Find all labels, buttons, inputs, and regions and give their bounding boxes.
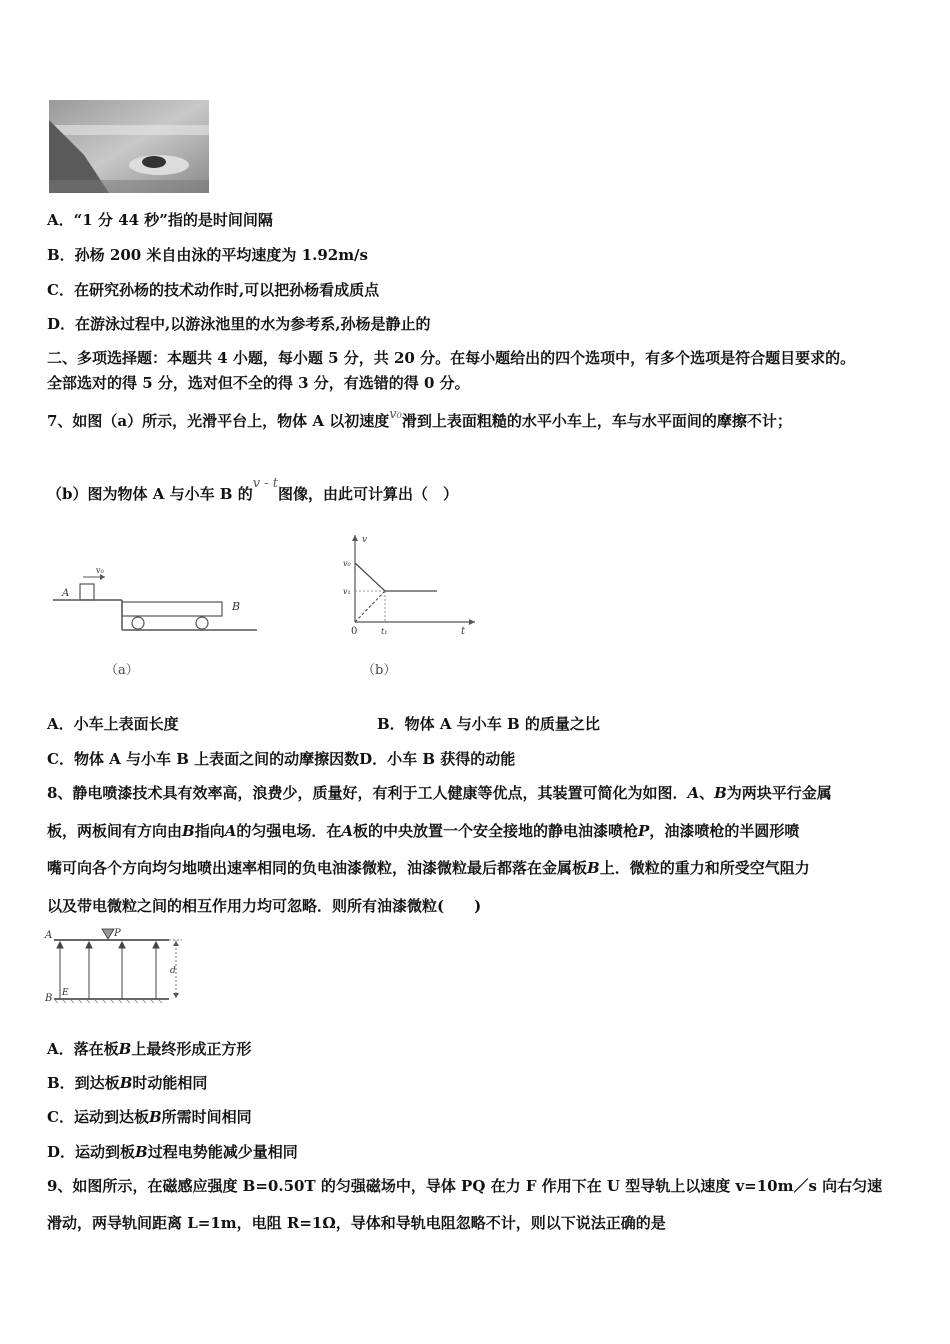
fig-a-B-label: B [232,600,241,613]
q8-fig-A: A [45,930,53,941]
q8-line1 [47,783,832,803]
q8-l2-mid1: 指向 [194,822,225,840]
v0-symbol: v₀ [389,407,402,422]
q9-line2: 滑动，两导轨间距离 L=1m，电阻 R=1Ω，导体和导轨电阻忽略不计，则以下说法正确的是 [47,1214,666,1232]
q7-line2-pre: （b）图为物体 A 与小车 B 的 [47,485,253,503]
q8-opt-a-post: 上最终形成正方形 [131,1040,252,1058]
q8-line2 [47,821,799,841]
q8-l2-mid3: 板的中央放置一个安全接地的静电油漆喷枪 [353,822,639,840]
q6-option-c: C．在研究孙杨的技术动作时,可以把孙杨看成质点 [47,281,380,299]
q8-option-a [47,1039,251,1059]
q8-l1-tail: 为两块平行金属 [726,784,832,802]
q6-option-d: D．在游泳过程中,以游泳池里的水为参考系,孙杨是静止的 [47,315,431,333]
q8-opt-b-var: B [119,1074,133,1092]
fig-b-v1-label: v₁ [343,587,351,596]
fig-a-caption: （a） [105,663,139,678]
q8-l1-B: B [714,784,727,802]
q8-figure [44,925,189,1010]
fig-b-axis-v: v [362,535,368,545]
q8-l2-A: A [224,822,237,840]
q7-line1-post: 滑到上表面粗糙的水平小车上，车与水平面间的摩擦不计； [401,412,792,430]
vt-symbol: v - t [252,476,278,491]
q8-line3 [47,858,810,878]
q8-l1-text: 8、静电喷漆技术具有效率高，浪费少，质量好，有利于工人健康等优点，其装置可简化为如图． [47,784,688,802]
q8-fig-B: B [45,993,53,1004]
fig-b-v0-label: v₀ [343,559,351,568]
q8-opt-d-pre: D．运动到板 [47,1143,136,1161]
q8-l2-pre: 板，两板间有方向由 [47,822,183,840]
swimmer-photo [49,100,209,193]
q8-opt-d-post: 过程电势能减少量相同 [147,1143,298,1161]
q8-opt-c-pre: C．运动到达板 [47,1108,149,1126]
q7-line1-pre: 7、如图（a）所示，光滑平台上，物体 A 以初速度 [47,412,390,430]
q8-l2-A2: A [341,822,354,840]
q8-option-d [47,1142,298,1162]
q8-fig-d: d [170,966,176,976]
q9-line1: 9、如图所示，在磁感应强度 B=0.50T 的匀强磁场中，导体 PQ 在力 F 作用下在 U 型导轨上以速度 v=10m／s 向右匀速 [47,1177,883,1195]
fig-b-origin: 0 [351,626,358,637]
q8-l3-pre: 嘴可向各个方向均匀地喷出速率相同的负电油漆微粒，油漆微粒最后都落在金属板 [47,859,588,877]
section2-line2: 全部选对的得 5 分，选对但不全的得 3 分，有选错的得 0 分。 [47,374,470,392]
fig-b-t1-label: t₁ [381,627,388,636]
fig-a-v0-label: v₀ [96,566,104,575]
q8-opt-b-post: 时动能相同 [132,1074,208,1092]
q8-opt-d-var: B [135,1143,148,1161]
q7-line2-post: 图像，由此可计算出（ ） [277,485,458,503]
q7-option-a: A．小车上表面长度 [47,715,179,733]
q7-figure-a [50,560,265,685]
q8-l2-B: B [182,822,195,840]
q8-line4: 以及带电微粒之间的相互作用力均可忽略．则所有油漆微粒( ) [47,897,482,915]
q7-line1 [47,407,792,433]
q8-opt-a-var: B [118,1040,132,1058]
q7-option-b: B．物体 A 与小车 B 的质量之比 [377,715,600,733]
q6-option-b: B．孙杨 200 米自由泳的平均速度为 1.92m/s [47,246,368,264]
q8-opt-b-pre: B．到达板 [47,1074,120,1092]
q6-option-a: A．“1 分 44 秒”指的是时间间隔 [47,211,273,229]
q8-l2-P: P [638,822,650,840]
q8-l1-A: A [687,784,700,802]
q8-fig-E: E [62,988,69,998]
fig-a-A-label: A [62,588,70,599]
q8-l2-mid2: 的匀强电场．在 [236,822,342,840]
q8-option-b [47,1073,207,1093]
q8-opt-c-var: B [148,1108,162,1126]
section2-line1: 二、多项选择题：本题共 4 小题，每小题 5 分，共 20 分。在每小题给出的四个选项中，有多个选项是符合题目要求的。 [47,349,856,367]
fig-b-axis-t: t [461,626,466,637]
q7-option-cd: C．物体 A 与小车 B 上表面之间的动摩擦因数D．小车 B 获得的动能 [47,750,516,768]
q7-line2 [47,476,458,506]
q8-opt-c-post: 所需时间相同 [161,1108,252,1126]
q8-fig-P: P [114,928,121,939]
q8-option-c [47,1107,252,1127]
q8-l3-tail: 上．微粒的重力和所受空气阻力 [599,859,810,877]
fig-b-caption: （b） [362,663,397,678]
q8-l3-B: B [587,859,600,877]
q8-l1-sep: 、 [699,784,715,802]
q8-l2-tail: ，油漆喷枪的半圆形喷 [649,822,800,840]
q7-figure-b [335,530,485,685]
q8-opt-a-pre: A．落在板 [47,1040,119,1058]
